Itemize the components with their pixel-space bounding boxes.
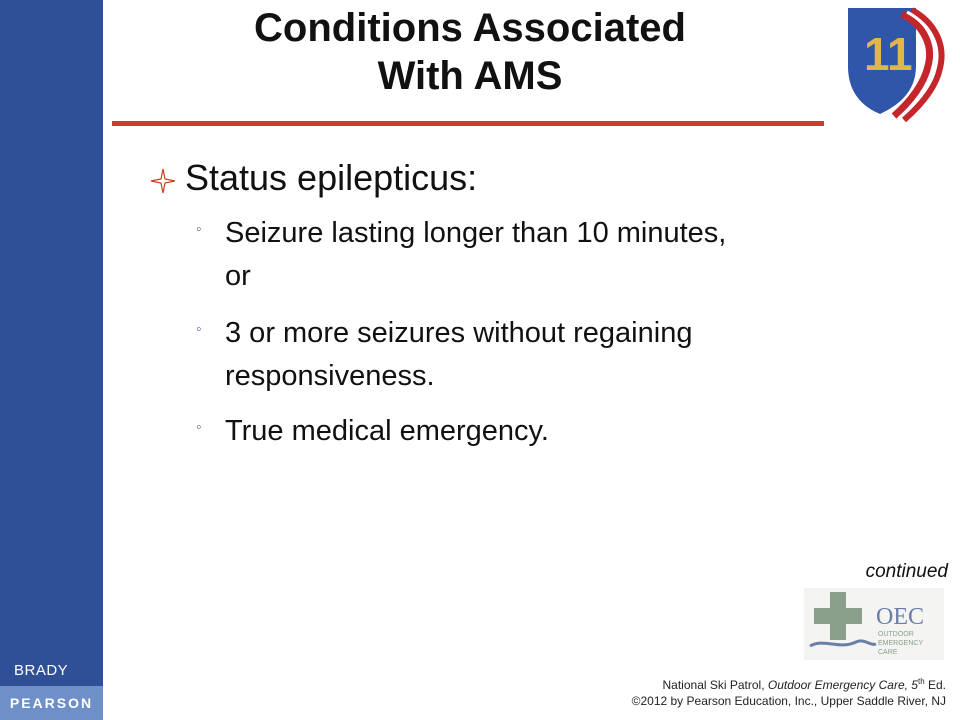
- pearson-logo: PEARSON: [0, 686, 103, 720]
- badge-number: 11: [864, 28, 913, 80]
- edition-badge-icon: [842, 4, 950, 124]
- main-bullet-text: Status epilepticus:: [185, 157, 478, 198]
- sub-bullet-1-line-1: Seizure lasting longer than 10 minutes,: [225, 217, 727, 249]
- continued-label: continued: [865, 561, 948, 582]
- title-line-2: With AMS: [377, 54, 563, 98]
- sub-bullet-1: [225, 212, 865, 298]
- hollow-circle-icon: ◦: [196, 321, 202, 338]
- hollow-circle-icon: ◦: [196, 221, 202, 238]
- slide-title: [170, 4, 770, 100]
- sub-bullet-3: [225, 410, 865, 453]
- citation-line-1: National Ski Patrol, Outdoor Emergency Care, 5th Ed.: [662, 677, 946, 692]
- sub-bullet-2-line-1: 3 or more seizures without regaining: [225, 317, 693, 349]
- citation-footer: [632, 674, 946, 709]
- sub-bullet-2-line-2: responsiveness.: [225, 360, 435, 392]
- sub-bullet-1-line-2: or: [225, 260, 251, 292]
- oec-sub-text-1: OUTDOOR: [878, 631, 914, 638]
- oec-sub-text-2: EMERGENCY: [878, 640, 924, 647]
- citation-line-2: ©2012 by Pearson Education, Inc., Upper Saddle River, NJ: [631, 694, 946, 708]
- title-line-1: Conditions Associated: [254, 6, 686, 50]
- brady-label: BRADY: [14, 662, 69, 679]
- sub-bullet-2: [225, 312, 865, 398]
- oec-main-text: OEC: [876, 604, 924, 630]
- left-sidebar: [0, 0, 103, 720]
- four-point-star-icon: [150, 168, 176, 194]
- oec-logo: [804, 588, 944, 660]
- oec-sub-text-3: CARE: [878, 649, 898, 656]
- hollow-circle-icon: ◦: [196, 419, 202, 436]
- sub-bullet-3-line-1: True medical emergency.: [225, 415, 549, 447]
- title-underline: [112, 121, 824, 126]
